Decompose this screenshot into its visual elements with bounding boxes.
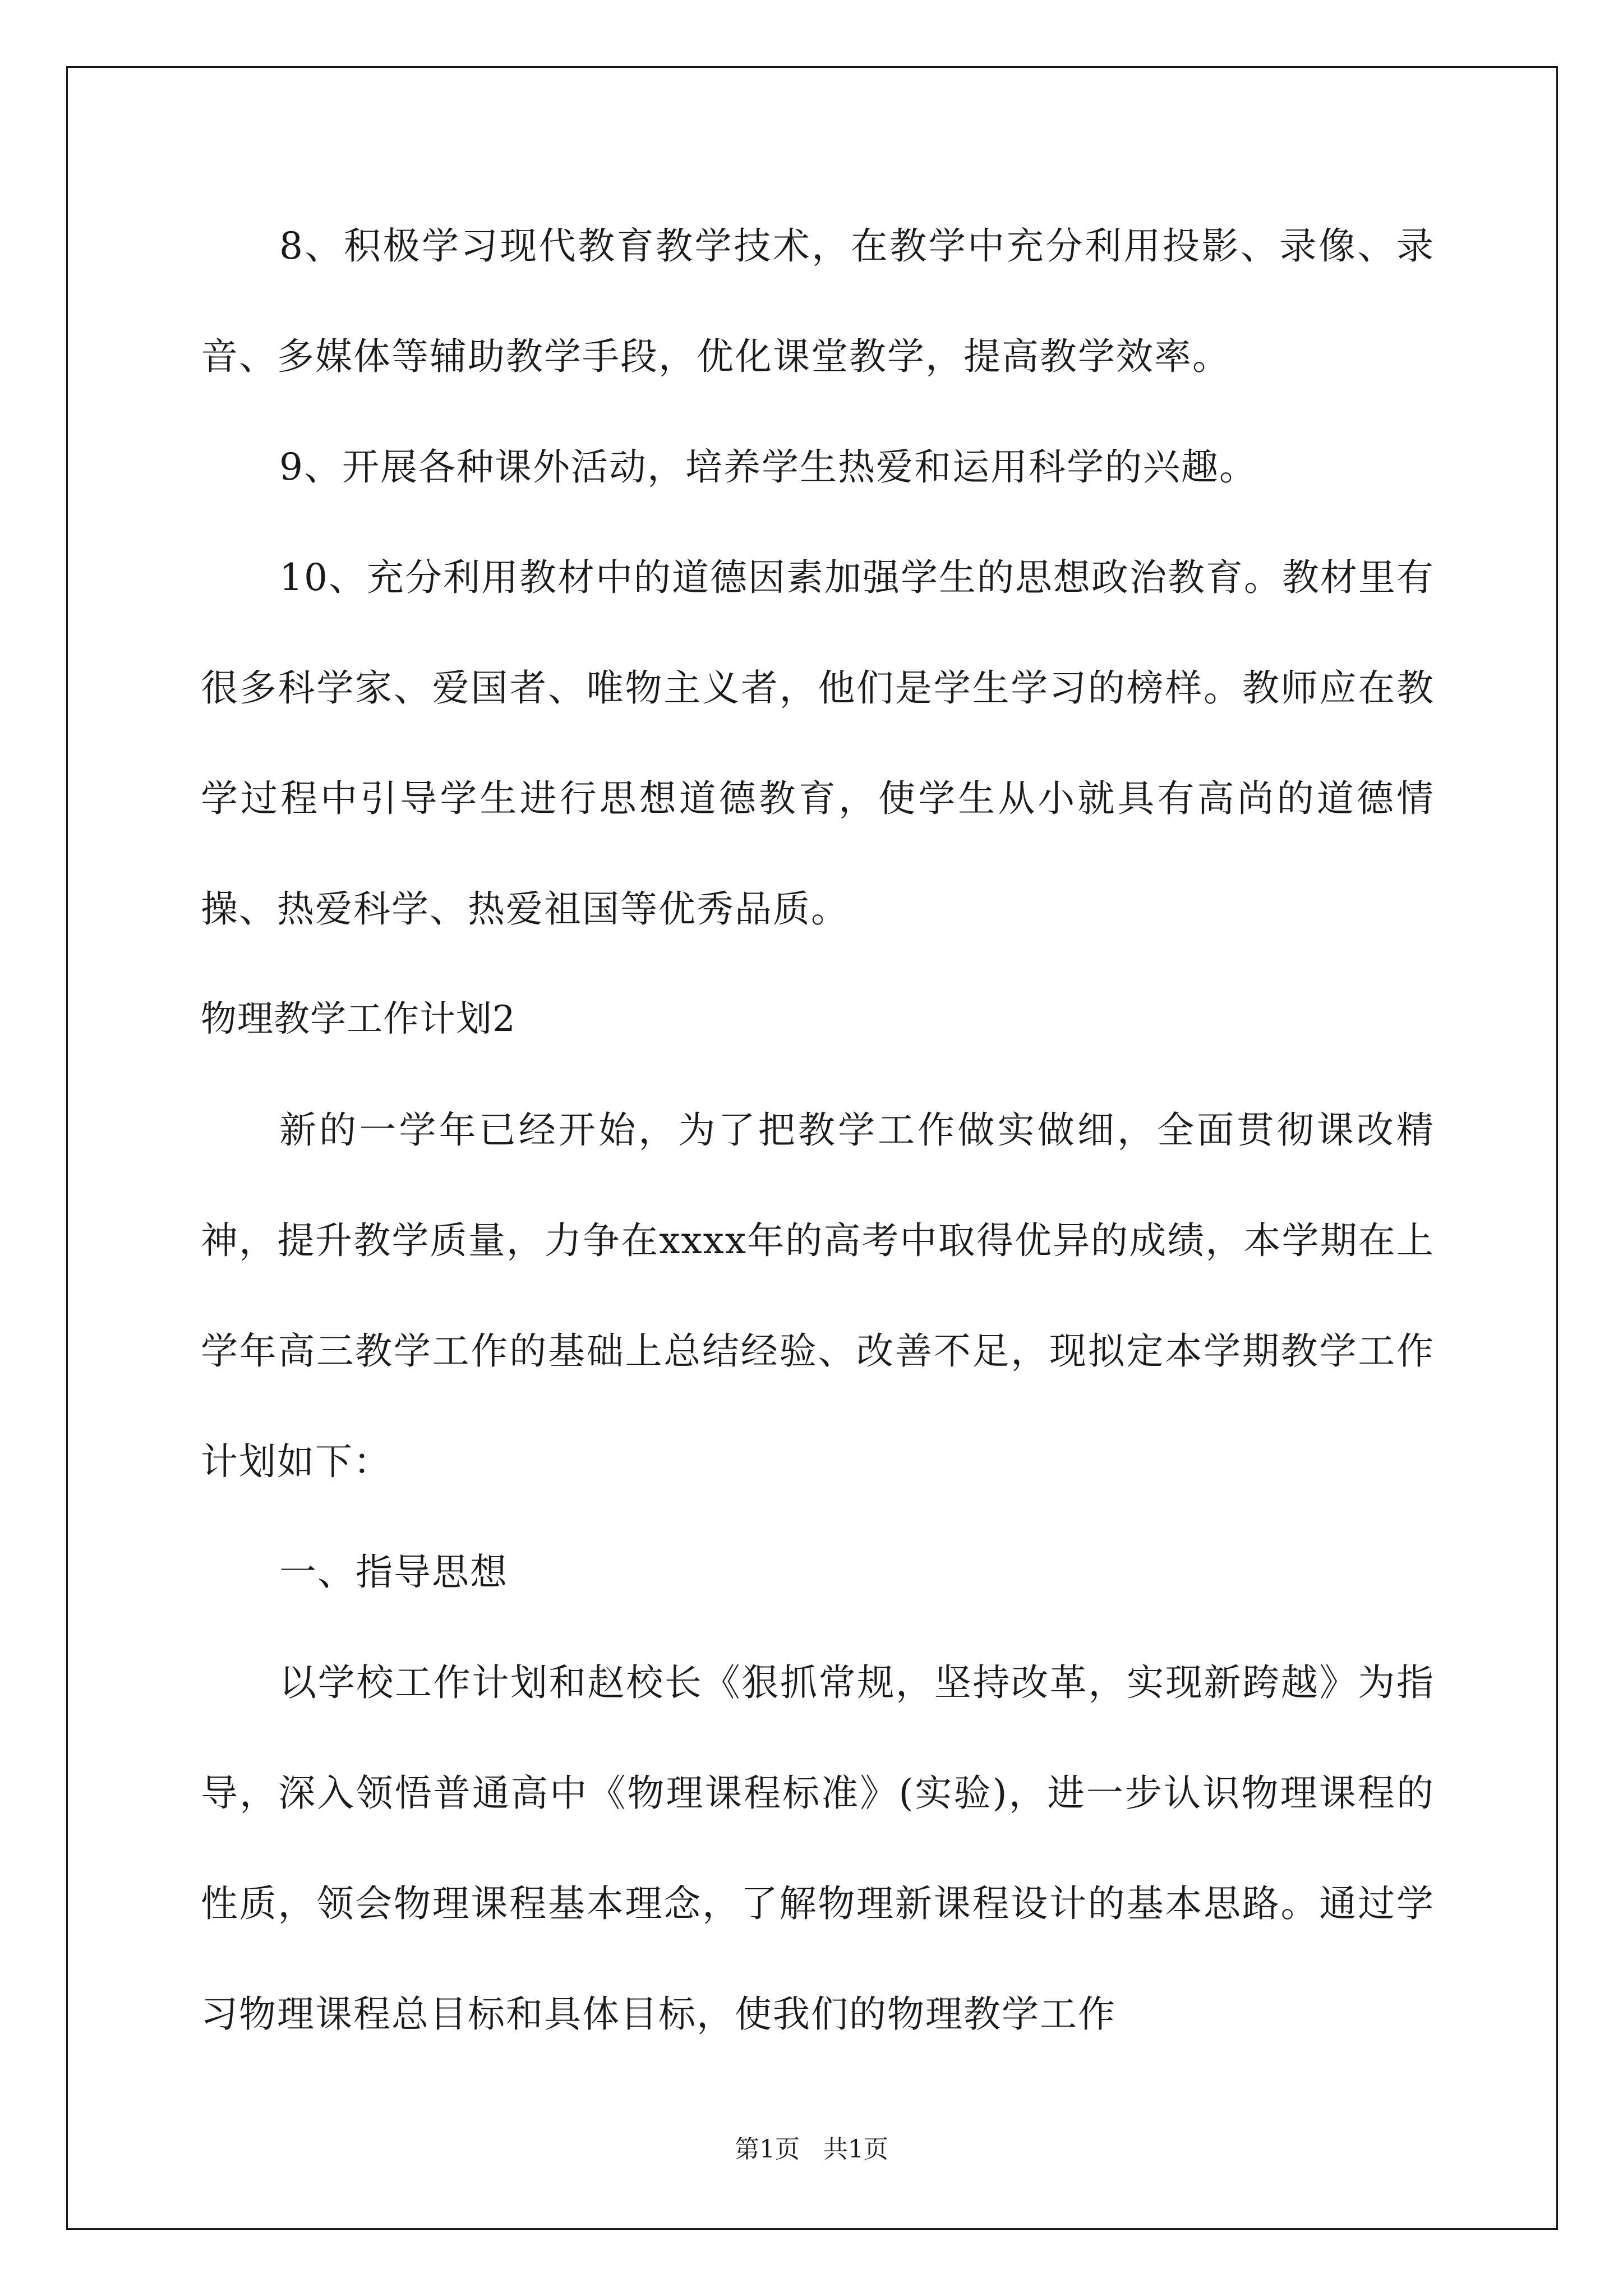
section-heading: 物理教学工作计划2 [201,999,516,1040]
paragraph-item-9: 9、开展各种课外活动，培养学生热爱和运用科学的兴趣。 [279,445,1257,489]
paragraph-intro: 新的一学年已经开始，为了把教学工作做实做细，全面贯彻课改精神，提升教学质量，力争在xxxx年的高考中取得优异的成绩，本学期在上学年高三教学工作的基础上总结经验、改善不足，现拟定本学期教学工作计划如下： [201,1108,1435,1483]
page-number: 第1页 [735,2135,800,2164]
subheading-guiding-thought: 一、指导思想 [279,1550,508,1594]
page-footer [0,2133,1623,2166]
paragraph-item-10: 10、充分利用教材中的道德因素加强学生的思想政治教育。教材里有很多科学家、爱国者、唯物主义者，他们是学生学习的榜样。教师应在教学过程中引导学生进行思想道德教育，使学生从小就具有高尚的道德情操、热爱科学、热爱祖国等优秀品质。 [201,556,1435,931]
document-body [201,191,1435,2069]
page-total: 共1页 [823,2135,888,2164]
paragraph-item-8: 8、积极学习现代教育教学技术，在教学中充分利用投影、录像、录音、多媒体等辅助教学手段，优化课堂教学，提高教学效率。 [201,224,1435,378]
paragraph-guiding-thought: 以学校工作计划和赵校长《狠抓常规，坚持改革，实现新跨越》为指导，深入领悟普通高中《物理课程标准》(实验)，进一步认识物理课程的性质，领会物理课程基本理念，了解物理新课程设计的基本思路。通过学习物理课程总目标和具体目标，使我们的物理教学工作 [201,1661,1435,2036]
